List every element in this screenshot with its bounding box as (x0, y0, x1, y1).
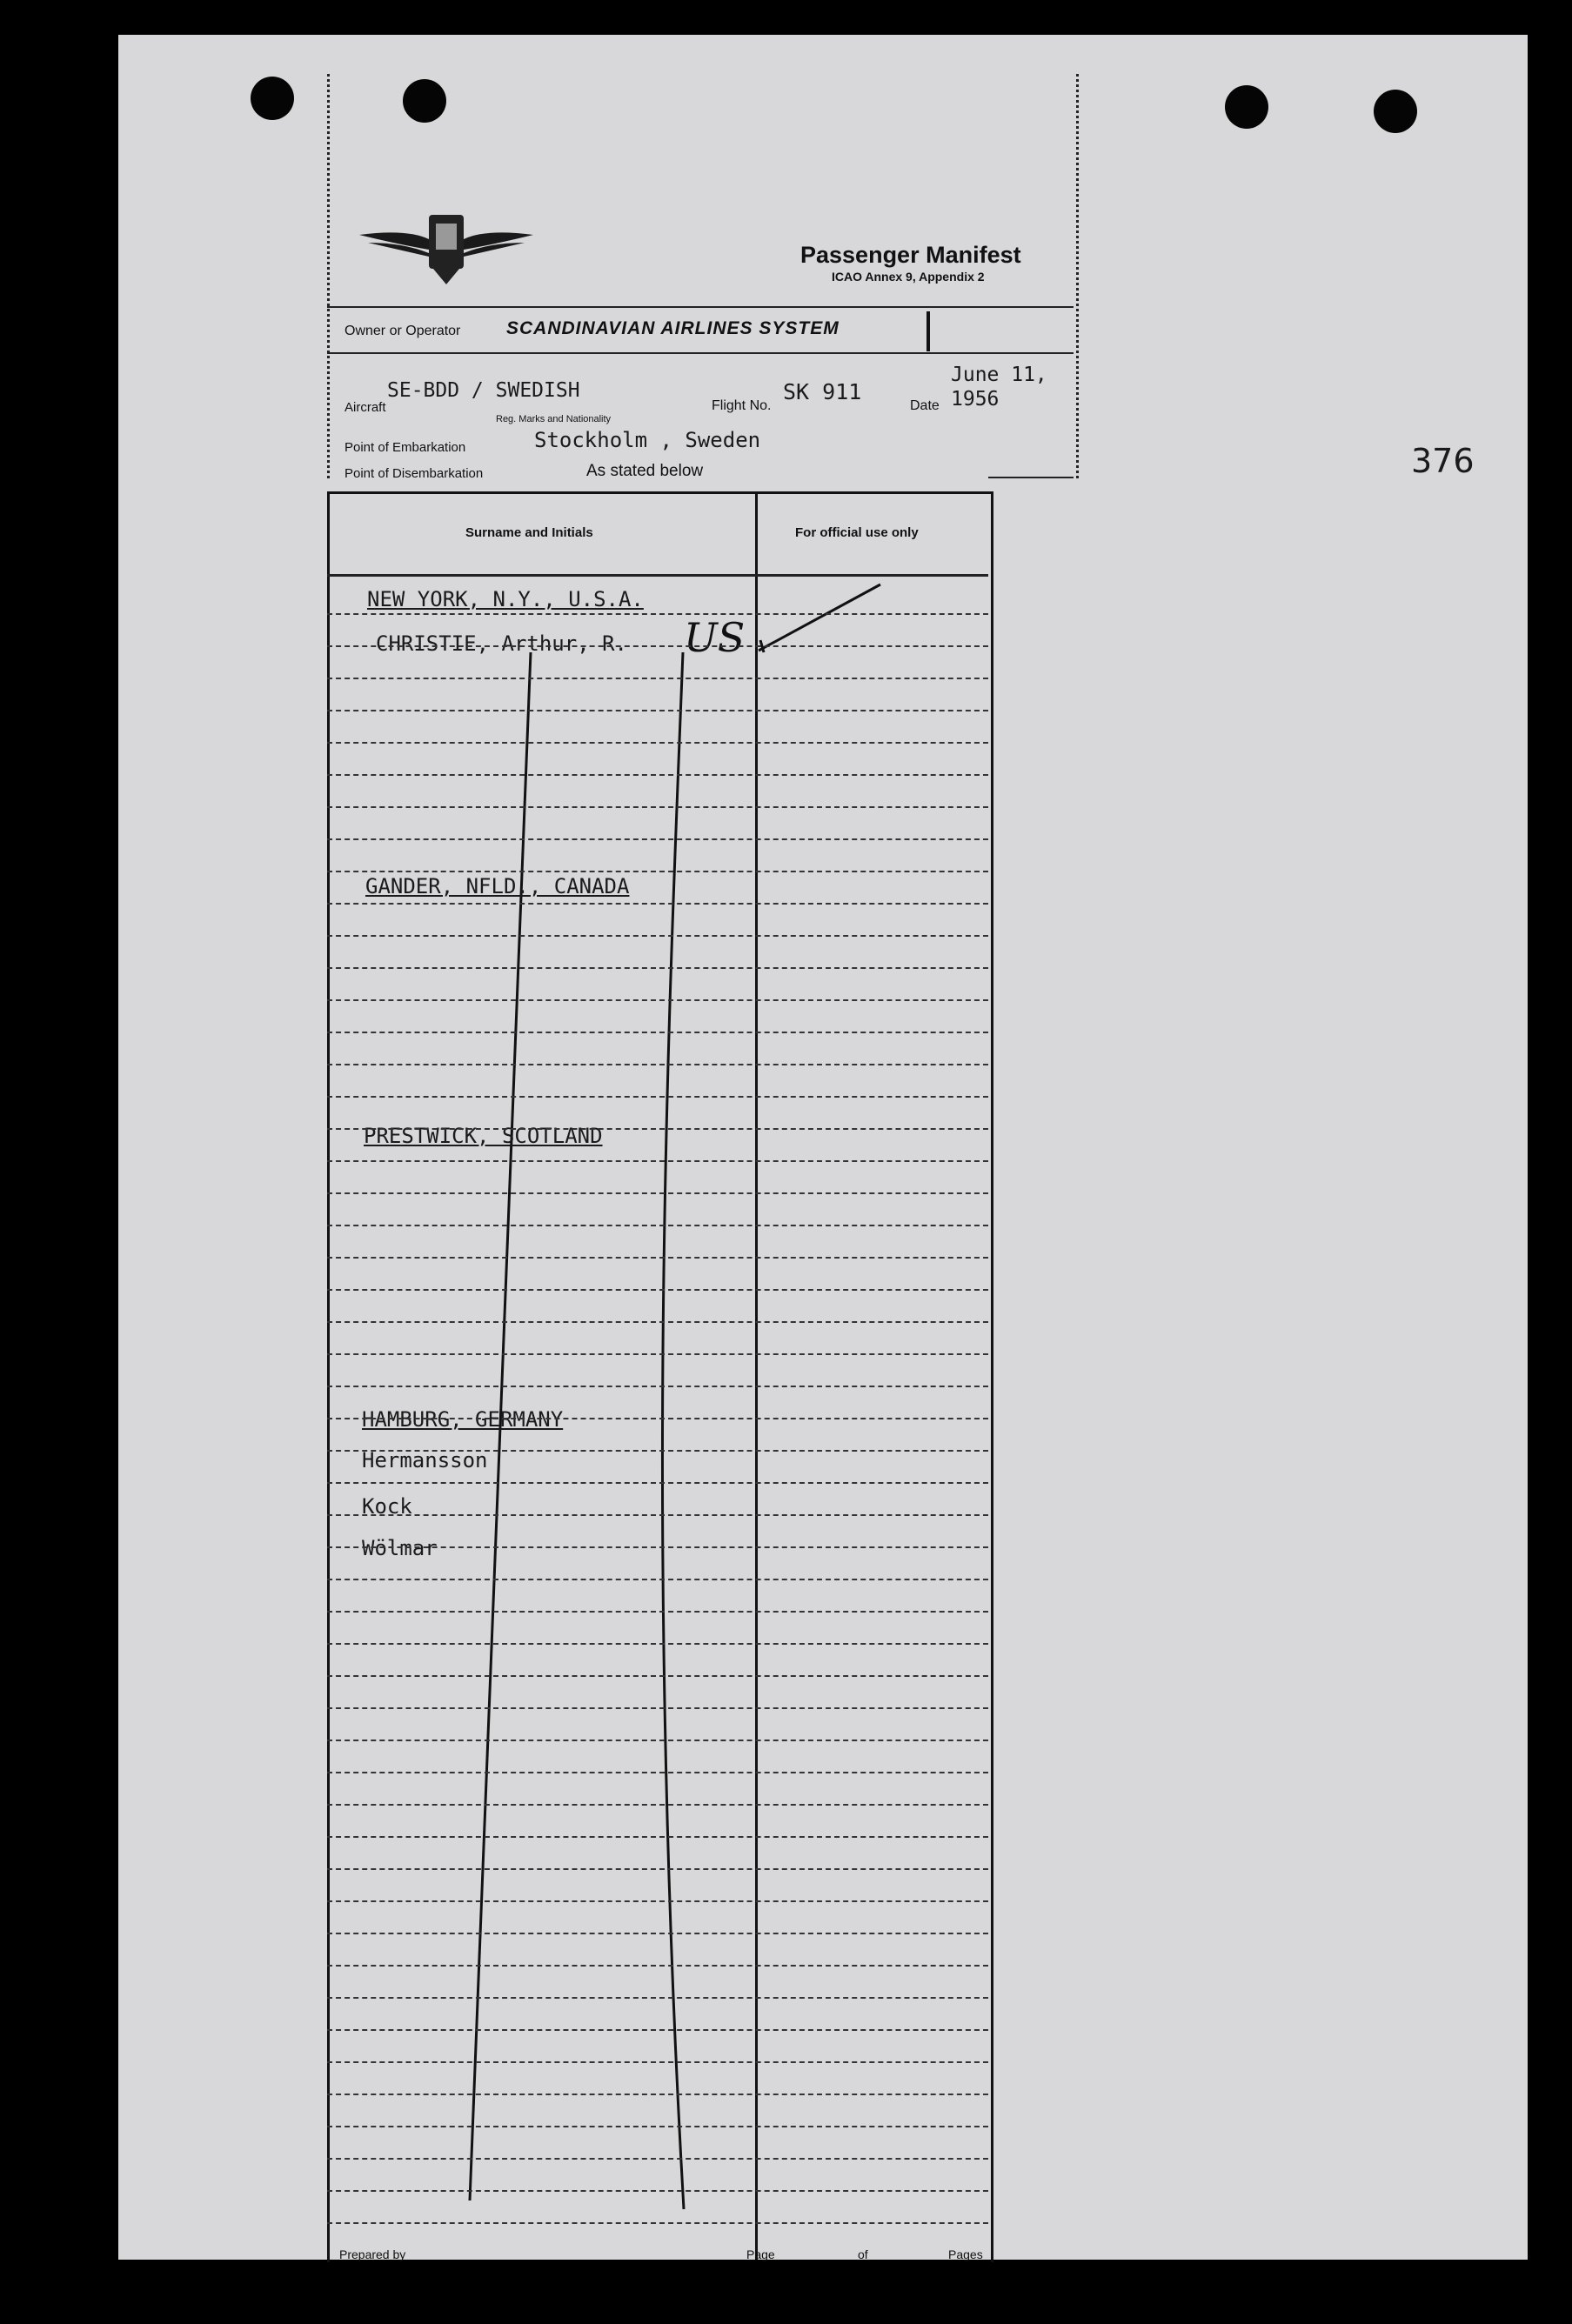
ruled-line (327, 2094, 988, 2095)
ruled-line (327, 1836, 988, 1838)
destination-heading: GANDER, NFLD., CANADA (365, 874, 630, 898)
ruled-line (327, 1353, 988, 1355)
pages-label: Pages (948, 2247, 983, 2261)
disembark-label: Point of Disembarkation (345, 466, 484, 481)
ruled-line (327, 2190, 988, 2192)
column-header-name: Surname and Initials (465, 525, 593, 540)
aircraft-value: SE-BDD / SWEDISH (387, 379, 580, 402)
passenger-name: CHRISTIE, Arthur, R. (376, 631, 627, 656)
punch-hole-icon (1374, 90, 1417, 133)
ruled-line (327, 678, 988, 679)
ruled-line (327, 1514, 988, 1516)
disembark-value: As stated below (586, 462, 704, 480)
ruled-line (327, 935, 988, 937)
ruled-line (327, 1900, 988, 1902)
punch-hole-icon (251, 77, 294, 120)
destination-heading: PRESTWICK, SCOTLAND (364, 1124, 603, 1148)
divider (327, 306, 1074, 308)
owner-value: SCANDINAVIAN AIRLINES SYSTEM (506, 318, 840, 338)
ruled-line (327, 2222, 988, 2224)
ruled-line (327, 1997, 988, 1999)
ruled-line (327, 1965, 988, 1967)
destination-heading: HAMBURG, GERMANY (362, 1407, 564, 1432)
page-number: 376 (1411, 442, 1475, 480)
owner-label: Owner or Operator (345, 324, 461, 338)
ruled-line (327, 1643, 988, 1645)
ruled-line (327, 1064, 988, 1065)
aircraft-label: Aircraft (345, 400, 386, 415)
ruled-line (327, 1160, 988, 1162)
handwritten-mark: US (684, 614, 746, 661)
ruled-line (327, 1933, 988, 1934)
ruled-line (327, 774, 988, 776)
flight-label: Flight No. (712, 398, 772, 413)
ruled-line (327, 1225, 988, 1226)
ruled-line (327, 1611, 988, 1613)
ruled-line (327, 806, 988, 808)
airline-wings-logo-icon (355, 204, 538, 287)
ruled-line (327, 1675, 988, 1677)
ruled-line (327, 645, 988, 647)
ruled-line (327, 1032, 988, 1033)
ruled-line (327, 1418, 988, 1419)
ruled-line (327, 967, 988, 969)
ruled-line (327, 838, 988, 840)
ruled-line (327, 2029, 988, 2031)
ruled-line (327, 1257, 988, 1259)
column-header-official: For official use only (795, 525, 919, 540)
ruled-line (327, 1289, 988, 1291)
passenger-name: Kock (362, 1494, 412, 1519)
embark-value: Stockholm , Sweden (534, 428, 761, 452)
date-label: Date (910, 398, 940, 413)
form-title: Passenger Manifest (800, 242, 1021, 268)
ruled-line (327, 742, 988, 744)
ruled-line (327, 1321, 988, 1323)
ruled-line (327, 871, 988, 872)
ruled-line (327, 710, 988, 711)
ruled-line (327, 1579, 988, 1580)
ruled-line (327, 999, 988, 1001)
ruled-line (327, 1386, 988, 1387)
ruled-line (327, 1192, 988, 1194)
ruled-line (327, 1707, 988, 1709)
ruled-line (327, 613, 988, 615)
ruled-line (327, 1096, 988, 1098)
ruled-line (327, 2126, 988, 2127)
ruled-line (327, 1450, 988, 1452)
embark-label: Point of Embarkation (345, 440, 466, 455)
ruled-line (327, 903, 988, 905)
flight-value: SK 911 (783, 379, 862, 404)
ruled-line (327, 1482, 988, 1484)
prepared-label: Prepared by (339, 2247, 406, 2261)
ruled-line (327, 1804, 988, 1806)
destination-heading: NEW YORK, N.Y., U.S.A. (367, 587, 644, 611)
passenger-name: Wölmar (362, 1536, 438, 1560)
ruled-line (327, 1546, 988, 1548)
ruled-line (327, 2158, 988, 2160)
date-value-line1: June 11, (951, 364, 1047, 386)
form-subtitle: ICAO Annex 9, Appendix 2 (832, 270, 985, 284)
divider (327, 352, 1074, 354)
ruled-line (327, 1868, 988, 1870)
pen-mark (926, 311, 930, 351)
page-label: Page (746, 2247, 775, 2261)
ruled-line (327, 1128, 988, 1130)
passenger-name: Hermansson (362, 1448, 488, 1473)
ruled-line (327, 1740, 988, 1741)
divider (988, 477, 1074, 478)
date-value-line2: 1956 (951, 388, 1000, 411)
of-label: of (858, 2247, 868, 2261)
punch-hole-icon (1225, 85, 1268, 129)
ruled-line (327, 2061, 988, 2063)
ruled-line (327, 1772, 988, 1773)
aircraft-sublabel: Reg. Marks and Nationality (496, 414, 612, 424)
